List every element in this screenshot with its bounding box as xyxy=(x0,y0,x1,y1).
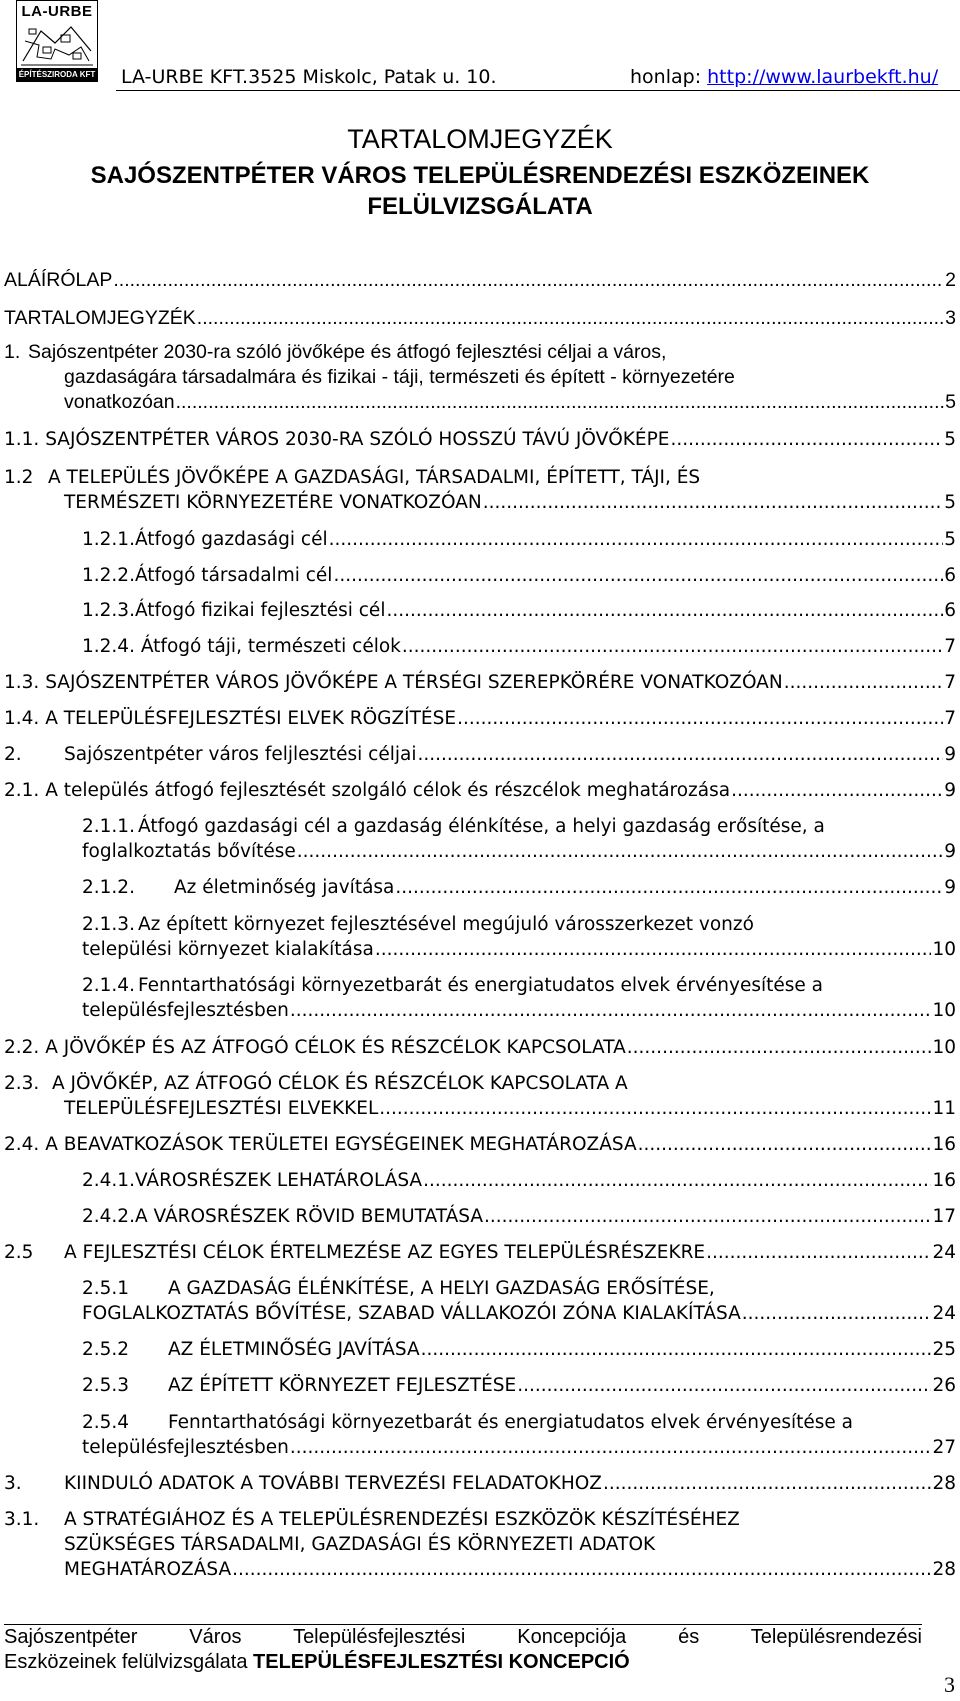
toc-entry-text: Átfogó fizikai fejlesztési cél xyxy=(134,600,386,621)
toc-entry-text-cont: településfejlesztésben xyxy=(82,1437,289,1458)
toc-entry-text: SAJÓSZENTPÉTER VÁROS 2030-RA SZÓLÓ HOSSZÚ TÁVÚ JÖVŐKÉPE xyxy=(45,429,670,450)
toc-entry[interactable] xyxy=(4,306,956,331)
toc-entry-text: A TELEPÜLÉSFEJLESZTÉSI ELVEK RÖGZÍTÉSE xyxy=(45,708,457,729)
toc-entry-text: A VÁROSRÉSZEK RÖVID BEMUTATÁSA xyxy=(134,1206,483,1227)
toc-entry-text-cont: FOGLALKOZTATÁS BŐVÍTÉSE, SZABAD VÁLLAKOZÓI ZÓNA KIALAKÍTÁSA xyxy=(82,1303,741,1324)
toc-entry-text-cont: vonatkozóan xyxy=(64,391,175,413)
toc-entry[interactable] xyxy=(4,670,956,695)
toc-entry-text: KIINDULÓ ADATOK A TOVÁBBI TERVEZÉSI FELADATOKHOZ xyxy=(64,1473,602,1494)
toc-entry-number: 2.1.1. xyxy=(82,816,135,837)
toc-entry-text: Átfogó gazdasági cél a gazdaság élénkítése, a helyi gazdaság erősítése, a xyxy=(138,816,825,837)
toc-entry-text: Sajószentpéter 2030-ra szóló jövőképe és átfogó fejlesztési céljai a város, xyxy=(28,341,667,363)
toc-entry[interactable] xyxy=(4,778,956,803)
logo-subtitle: ÉPÍTÉSZIRODA KFT xyxy=(18,70,96,79)
toc-entry-number: 2.5.3 xyxy=(82,1375,130,1396)
footer-word: Településrendezési xyxy=(750,1626,922,1648)
toc-entry-page: 28 xyxy=(932,1473,956,1494)
footer-word: Sajószentpéter xyxy=(4,1626,138,1648)
site-plan-icon xyxy=(21,21,93,67)
toc-entry-number: 2.2. xyxy=(4,1037,40,1058)
toc-entry-number: 1.2.4. xyxy=(82,636,135,657)
toc-entry-page: 27 xyxy=(932,1437,956,1458)
document-title xyxy=(0,160,960,222)
website xyxy=(630,66,938,88)
toc-entry-number: 1.2.3. xyxy=(82,600,135,621)
toc-entry-page: 10 xyxy=(932,1000,956,1021)
toc-entry[interactable] xyxy=(4,706,956,731)
toc-entry[interactable] xyxy=(4,598,956,623)
toc-entry[interactable] xyxy=(4,465,956,515)
toc-entry-number: 1.2 xyxy=(4,467,34,488)
toc-entry-page: 9 xyxy=(944,744,956,765)
toc-entry-page: 25 xyxy=(932,1339,956,1360)
toc-entry-number: 1.4. xyxy=(4,708,40,729)
toc-entry-text: A FEJLESZTÉSI CÉLOK ÉRTELMEZÉSE AZ EGYES TELEPÜLÉSRÉSZEKRE xyxy=(64,1242,706,1263)
toc-entry[interactable] xyxy=(4,1337,956,1362)
toc-entry-text: Átfogó társadalmi cél xyxy=(134,565,333,586)
toc-entry-page: 11 xyxy=(932,1098,956,1119)
toc-entry-page: 16 xyxy=(932,1170,956,1191)
toc-entry-number: 2.1.3. xyxy=(82,914,135,935)
toc-entry-page: 26 xyxy=(932,1375,956,1396)
toc-entry-text-line2: gazdaságára társadalmára és fizikai - táji, természeti és épített - környezetére xyxy=(64,366,735,388)
website-link[interactable]: http://www.laurbekft.hu/ xyxy=(707,66,939,88)
toc-entry-number: 1.3. xyxy=(4,672,40,693)
toc-entry-text: Az életminőség javítása xyxy=(174,877,395,898)
footer-line1 xyxy=(4,1626,922,1649)
toc-entry-page: 7 xyxy=(944,708,956,729)
toc-entry-page: 5 xyxy=(945,391,956,413)
toc-entry-text: A TELEPÜLÉS JÖVŐKÉPE A GAZDASÁGI, TÁRSADALMI, ÉPÍTETT, TÁJI, ÉS xyxy=(48,467,701,488)
toc-entry-number: 2.1. xyxy=(4,780,40,801)
toc-entry-number: 2.4.1. xyxy=(82,1170,135,1191)
toc-entry[interactable] xyxy=(4,912,956,962)
footer-word: és xyxy=(678,1626,700,1648)
toc-entry-page: 16 xyxy=(932,1134,956,1155)
toc-entry-page: 3 xyxy=(945,307,956,329)
toc-entry-page: 5 xyxy=(944,529,956,550)
toc-entry-page: 28 xyxy=(932,1559,956,1580)
footer-line2 xyxy=(4,1651,630,1674)
toc-entry[interactable] xyxy=(4,875,956,900)
toc-entry-text: Sajószentpéter város feljlesztési céljai xyxy=(64,744,417,765)
toc-entry-number: 3. xyxy=(4,1473,22,1494)
toc-entry[interactable] xyxy=(4,742,956,767)
toc-entry-text-line2: SZÜKSÉGES TÁRSADALMI, GAZDASÁGI ÉS KÖRNYEZETI ADATOK xyxy=(64,1534,656,1555)
toc-entry-text-cont: települési környezet kialakítása xyxy=(82,939,374,960)
toc-entry-text: ALÁÍRÓLAP xyxy=(4,269,113,291)
document-title-line2: FELÜLVIZSGÁLATA xyxy=(367,193,593,220)
toc-entry-number: 1.1. xyxy=(4,429,40,450)
toc-entry-text: A JÖVŐKÉP, AZ ÁTFOGÓ CÉLOK ÉS RÉSZCÉLOK KAPCSOLATA A xyxy=(52,1073,628,1094)
toc-entry-text: A BEAVATKOZÁSOK TERÜLETEI EGYSÉGEINEK MEGHATÁROZÁSA xyxy=(45,1134,637,1155)
toc-entry[interactable] xyxy=(4,340,956,415)
toc-entry-page: 9 xyxy=(944,780,956,801)
toc-entry-page: 7 xyxy=(944,636,956,657)
toc-entry-text: A JÖVŐKÉP ÉS AZ ÁTFOGÓ CÉLOK ÉS RÉSZCÉLOK KAPCSOLATA xyxy=(45,1037,626,1058)
footer-word: Város xyxy=(189,1626,242,1648)
toc-entry-number: 2.3. xyxy=(4,1073,40,1094)
toc-entry[interactable] xyxy=(4,1168,956,1193)
toc-entry-number: 2.5 xyxy=(4,1242,34,1263)
toc-entry-text: SAJÓSZENTPÉTER VÁROS JÖVŐKÉPE A TÉRSÉGI SZEREPKÖRÉRE VONATKOZÓAN xyxy=(45,672,783,693)
toc-entry-page: 7 xyxy=(944,672,956,693)
page-number: 3 xyxy=(944,1672,955,1697)
toc-entry[interactable] xyxy=(4,1507,956,1582)
toc-entry[interactable] xyxy=(4,1373,956,1398)
toc-entry-number: 1. xyxy=(4,341,21,363)
toc-entry[interactable] xyxy=(4,1471,956,1496)
toc-entry-text-cont: TERMÉSZETI KÖRNYEZETÉRE VONATKOZÓAN xyxy=(64,492,482,513)
toc-entry-text: A GAZDASÁG ÉLÉNKÍTÉSE, A HELYI GAZDASÁG ERŐSÍTÉSE, xyxy=(168,1278,715,1299)
toc-entry-text-cont: MEGHATÁROZÁSA xyxy=(64,1559,232,1580)
toc-entry-page: 17 xyxy=(932,1206,956,1227)
toc-entry-number: 2. xyxy=(4,744,22,765)
toc-entry[interactable] xyxy=(4,268,956,293)
toc-entry[interactable] xyxy=(4,1240,956,1265)
toc-entry-number: 2.4. xyxy=(4,1134,40,1155)
footer-word: Koncepciója xyxy=(517,1626,627,1648)
footer-divider xyxy=(4,1624,922,1625)
toc-entry-text: Átfogó táji, természeti célok xyxy=(140,636,401,657)
toc-entry-page: 24 xyxy=(932,1242,956,1263)
toc-entry[interactable] xyxy=(4,1035,956,1060)
company-address: LA-URBE KFT.3525 Miskolc, Patak u. 10. xyxy=(121,66,497,88)
toc-entry-number: 2.5.4 xyxy=(82,1412,130,1433)
document-title-line1: SAJÓSZENTPÉTER VÁROS TELEPÜLÉSRENDEZÉSI ESZKÖZEINEK xyxy=(90,162,870,189)
toc-entry[interactable] xyxy=(4,1204,956,1229)
toc-entry-page: 9 xyxy=(944,841,956,862)
toc-entry[interactable] xyxy=(4,1410,956,1460)
toc-entry[interactable] xyxy=(4,1071,956,1121)
toc-entry-number: 2.4.2. xyxy=(82,1206,135,1227)
footer-word: Településfejlesztési xyxy=(293,1626,466,1648)
website-label: honlap: xyxy=(630,66,708,88)
toc-entry-text: AZ ÉPÍTETT KÖRNYEZET FEJLESZTÉSE xyxy=(168,1375,517,1396)
page-header xyxy=(16,0,960,92)
footer-text: Eszközeinek felülvizsgálata xyxy=(4,1651,254,1673)
toc-entry[interactable] xyxy=(4,973,956,1023)
toc-entry-page: 10 xyxy=(932,1037,956,1058)
header-divider xyxy=(116,90,960,91)
toc-entry-text: A település átfogó fejlesztését szolgáló célok és részcélok meghatározása xyxy=(45,780,731,801)
toc-entry-page: 5 xyxy=(944,492,956,513)
toc-entry[interactable] xyxy=(4,527,956,552)
toc-entry-text-cont: TELEPÜLÉSFEJLESZTÉSI ELVEKKEL xyxy=(64,1098,379,1119)
toc-entry-number: 1.2.1. xyxy=(82,529,135,550)
toc-entry-text: A STRATÉGIÁHOZ ÉS A TELEPÜLÉSRENDEZÉSI ESZKÖZÖK KÉSZÍTÉSÉHEZ xyxy=(64,1509,740,1530)
toc-entry[interactable] xyxy=(4,634,956,659)
toc-entry-text-cont: településfejlesztésben xyxy=(82,1000,289,1021)
toc-entry-page: 10 xyxy=(932,939,956,960)
toc-entry[interactable] xyxy=(4,563,956,588)
toc-entry-number: 2.1.2. xyxy=(82,877,135,898)
toc-entry-text: Fenntarthatósági környezetbarát és energiatudatos elvek érvényesítése a xyxy=(138,975,824,996)
la-urbe-logo xyxy=(16,0,98,82)
toc-entry[interactable] xyxy=(4,814,956,864)
toc-entry-number: 2.5.2 xyxy=(82,1339,130,1360)
toc-entry-text-cont: foglalkoztatás bővítése xyxy=(82,841,296,862)
toc-entry-page: 6 xyxy=(944,600,956,621)
toc-entry-text: Fenntarthatósági környezetbarát és energiatudatos elvek érvényesítése a xyxy=(168,1412,854,1433)
toc-entry-number: 2.5.1 xyxy=(82,1278,130,1299)
toc-entry-number: 3.1. xyxy=(4,1509,40,1530)
toc-entry[interactable] xyxy=(4,1132,956,1157)
toc-entry-page: 9 xyxy=(944,877,956,898)
toc-entry-text: VÁROSRÉSZEK LEHATÁROLÁSA xyxy=(134,1170,423,1191)
toc-entry-number: 2.1.4. xyxy=(82,975,135,996)
logo-title: LA-URBE xyxy=(21,3,93,20)
toc-entry-text: TARTALOMJEGYZÉK xyxy=(4,307,196,329)
toc-entry-text: Az épített környezet fejlesztésével megújuló városszerkezet vonzó xyxy=(138,914,754,935)
toc-entry-page: 2 xyxy=(945,269,956,291)
toc-entry-page: 5 xyxy=(944,429,956,450)
toc-entry-text: AZ ÉLETMINŐSÉG JAVÍTÁSA xyxy=(168,1339,420,1360)
page-title: TARTALOMJEGYZÉK xyxy=(347,124,613,154)
toc-entry-page: 6 xyxy=(944,565,956,586)
footer-doc-title: TELEPÜLÉSFEJLESZTÉSI KONCEPCIÓ xyxy=(253,1651,630,1673)
toc-entry[interactable] xyxy=(4,427,956,452)
toc-entry-number: 1.2.2. xyxy=(82,565,135,586)
toc-entry-text: Átfogó gazdasági cél xyxy=(134,529,328,550)
toc-entry[interactable] xyxy=(4,1276,956,1326)
toc-entry-page: 24 xyxy=(932,1303,956,1324)
